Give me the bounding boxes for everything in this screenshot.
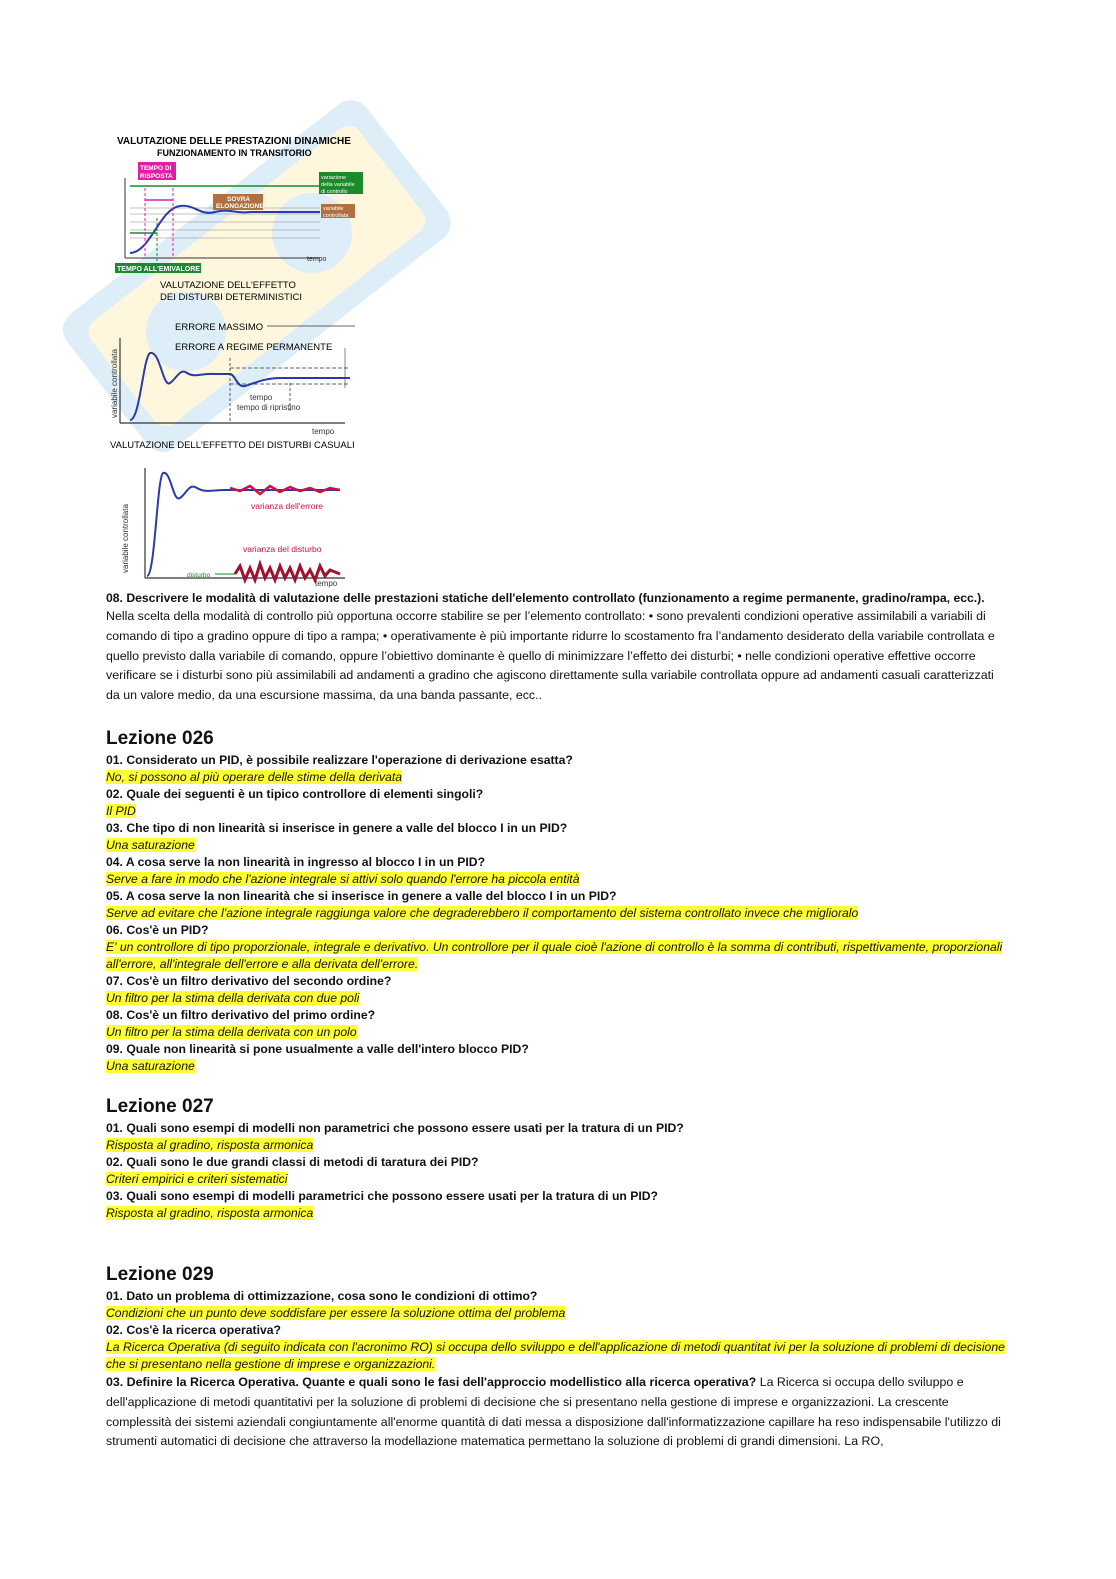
fig-title-3: VALUTAZIONE DELL'EFFETTO DEI DISTURBI CASUALI — [110, 440, 355, 451]
answer: La Ricerca Operativa (di seguito indicata con l'acronimo RO) si occupa dello sviluppo e dell'applicazione di metodi quantitat ivi per la soluzione di problemi di decisione che si presentano nella gestione di imprese e organizzazioni. — [106, 1340, 1005, 1371]
svg-text:variazione: variazione — [321, 175, 347, 181]
answer: Un filtro per la stima della derivata con due poli — [106, 991, 360, 1005]
svg-text:tempo: tempo — [307, 256, 327, 263]
question-03: 03. Definire la Ricerca Operativa. Quante e quali sono le fasi dell'approccio modellistico alla ricerca operativa? — [106, 1375, 757, 1389]
performance-diagrams — [105, 128, 367, 590]
label-tempo-ripristino: tempo di ripristino — [237, 403, 301, 412]
question: 02. Cos'è la ricerca operativa? — [106, 1323, 281, 1337]
answer: Serve ad evitare che l'azione integrale raggiunga valore che degraderebbero il comportamento del sistema controllato invece che miglioralo — [106, 906, 859, 920]
svg-text:variabile controllata: variabile controllata — [110, 349, 119, 418]
svg-text:DEI DISTURBI DETERMINISTICI: DEI DISTURBI DETERMINISTICI — [160, 292, 302, 303]
question: 03. Che tipo di non linearità si inserisce in genere a valle del blocco I in un PID? — [106, 821, 568, 835]
answer: Il PID — [106, 804, 136, 818]
question: 07. Cos'è un filtro derivativo del secondo ordine? — [106, 974, 392, 988]
answer: Un filtro per la stima della derivata con un polo — [106, 1025, 357, 1039]
question: 01. Dato un problema di ottimizzazione, cosa sono le condizioni di ottimo? — [106, 1289, 538, 1303]
svg-text:tempo: tempo — [312, 427, 335, 436]
lesson-026 — [106, 726, 1006, 1075]
fig-subtitle-1: FUNZIONAMENTO IN TRANSITORIO — [157, 148, 312, 158]
label-varianza-disturbo: varianza del disturbo — [243, 544, 322, 554]
svg-text:TEMPO ALL'EMIVALORE: TEMPO ALL'EMIVALORE — [117, 266, 200, 273]
question: 08. Cos'è un filtro derivativo del primo ordine? — [106, 1008, 376, 1022]
question: 01. Quali sono esempi di modelli non parametrici che possono essere usati per la tratura di un PID? — [106, 1121, 684, 1135]
answer-03: La Ricerca si occupa dello sviluppo e dell'applicazione di metodi quantitativi per la soluzione di problemi di decisione che si presentano nella gestione di imprese e organizzazioni. La crescente complessità dei sistemi aziendali congiuntamente all'enorme quantità di dati messa a disposizione dall'informatizzazione capillare ha reso indispensabile l'utilizzo di strumenti automatici di decisione che attraverso la modellazione matematica permettano la soluzione di problemi di grandi dimensioni. La RO, — [106, 1375, 1001, 1449]
svg-text:RISPOSTA: RISPOSTA — [140, 173, 173, 180]
label-errore-massimo: ERRORE MASSIMO — [175, 322, 264, 333]
lesson-026-title: Lezione 026 — [106, 728, 214, 749]
question-08: 08. Descrivere le modalità di valutazione delle prestazioni statiche dell'elemento controllato (funzionamento a regime permanente, gradino/rampa, ecc.). — [106, 591, 985, 605]
question: 06. Cos'è un PID? — [106, 923, 209, 937]
answer: Risposta al gradino, risposta armonica — [106, 1206, 314, 1220]
question-08-block — [106, 590, 1006, 706]
answer: No, si possono al più operare delle stime della derivata — [106, 770, 403, 784]
question: 01. Considerato un PID, è possibile realizzare l'operazione di derivazione esatta? — [106, 753, 573, 767]
answer-08: Nella scelta della modalità di controllo più opportuna occorre stabilire se per l’elemento controllato: • sono prevalenti condizioni operative assimilabili a variabili di comando di tipo a gradino oppure di tipo a rampa; • operativamente è più importante ridurre lo scostamento fra l’andamento desiderato della variabile controllata e quello previsto dalla variabile di comando, oppure l’obiettivo dominante è quello di minimizzare l’effetto dei disturbi; • nelle condizioni operative effettive occorre verificare se i disturbi sono più assimilabili ad andamenti a gradino che agiscono direttamente sulla variabile controllata oppure ad andamenti casuali caratterizzati da un valore medio, da una escursione massima, da una banda passante, ecc.. — [106, 609, 995, 703]
question: 05. A cosa serve la non linearità che si inserisce in genere a valle del blocco I in un PID? — [106, 889, 617, 903]
answer: Risposta al gradino, risposta armonica — [106, 1138, 314, 1152]
svg-text:controllata: controllata — [323, 213, 349, 219]
svg-text:SOVRA: SOVRA — [227, 196, 251, 203]
svg-text:variabile controllata: variabile controllata — [121, 504, 130, 573]
svg-text:TEMPO DI: TEMPO DI — [140, 165, 172, 172]
svg-text:variabile: variabile — [323, 206, 344, 212]
svg-text:ELONGAZIONE: ELONGAZIONE — [216, 203, 264, 210]
answer: Criteri empirici e criteri sistematici — [106, 1172, 288, 1186]
question: 09. Quale non linearità si pone usualmente a valle dell'intero blocco PID? — [106, 1042, 529, 1056]
svg-text:di controllo: di controllo — [321, 189, 348, 195]
answer: Serve a fare in modo che l'azione integrale si attivi solo quando l'errore ha piccola entità — [106, 872, 580, 886]
figure-performance — [105, 128, 367, 590]
lesson-027 — [106, 1094, 1006, 1222]
question: 02. Quali sono le due grandi classi di metodi di taratura dei PID? — [106, 1155, 479, 1169]
lesson-027-title: Lezione 027 — [106, 1096, 214, 1117]
question: 03. Quali sono esempi di modelli parametrici che possono essere usati per la tratura di un PID? — [106, 1189, 658, 1203]
svg-text:VALUTAZIONE DELL'EFFETTO: VALUTAZIONE DELL'EFFETTO — [160, 280, 296, 291]
answer: E' un controllore di tipo proporzionale, integrale e derivativo. Un controllore per il quale cioè l'azione di controllo è la somma di contributi, rispettivamente, proporzionali all'errore, all'integrale dell'errore e alla derivata dell'errore. — [106, 940, 1003, 971]
fig-title-1: VALUTAZIONE DELLE PRESTAZIONI DINAMICHE — [117, 136, 351, 147]
svg-text:tempo: tempo — [250, 393, 273, 402]
label-errore-regime: ERRORE A REGIME PERMANENTE — [175, 342, 333, 353]
label-varianza-errore: varianza dell'errore — [251, 501, 324, 511]
question: 02. Quale dei seguenti è un tipico controllore di elementi singoli? — [106, 787, 484, 801]
lesson-029 — [106, 1262, 1006, 1452]
question: 04. A cosa serve la non linearità in ingresso al blocco I in un PID? — [106, 855, 486, 869]
svg-text:tempo: tempo — [315, 579, 338, 588]
answer: Una saturazione — [106, 1059, 195, 1073]
svg-text:della variabile: della variabile — [321, 182, 355, 188]
answer: Una saturazione — [106, 838, 195, 852]
label-disturbo: disturbo — [187, 572, 211, 579]
answer: Condizioni che un punto deve soddisfare per essere la soluzione ottima del problema — [106, 1306, 566, 1320]
lesson-029-title: Lezione 029 — [106, 1264, 214, 1285]
